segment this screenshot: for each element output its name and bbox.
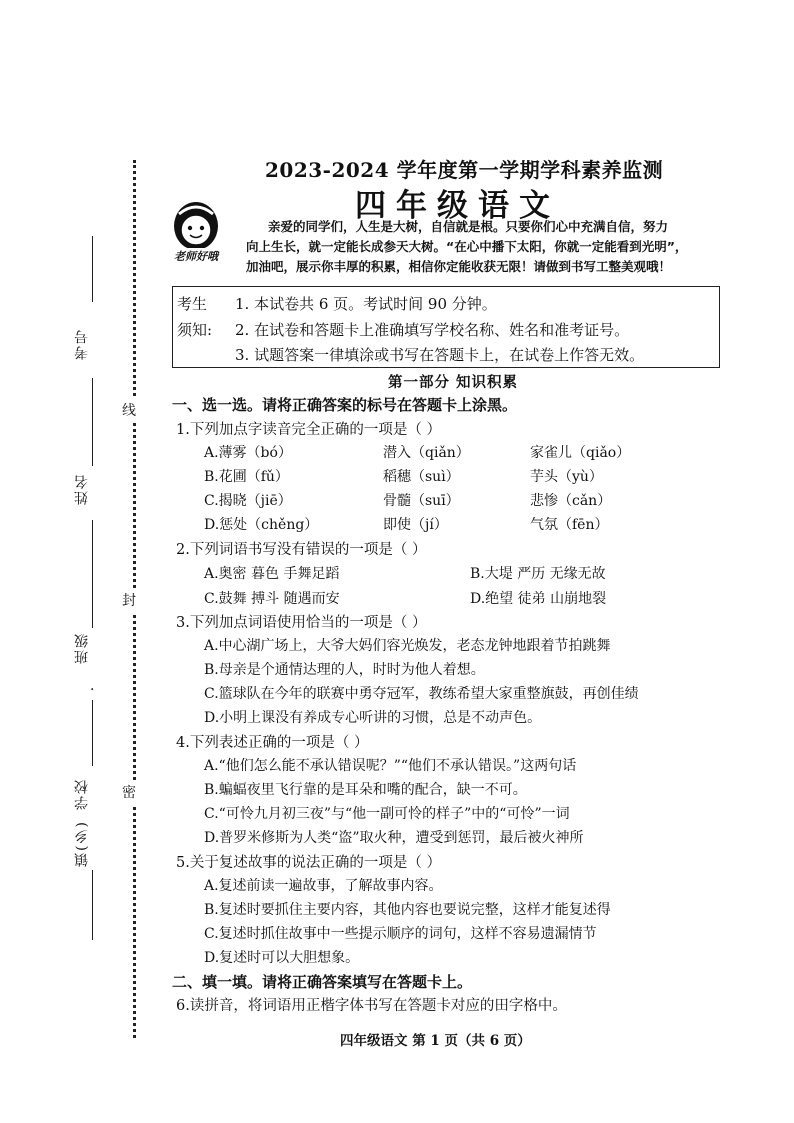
q3-a: A.中心湖广场上，大爷大妈们容光焕发，老态龙钟地跟着节拍跳舞 bbox=[204, 638, 611, 654]
q4-b: B.蝙蝠夜里飞行靠的是耳朵和嘴的配合，缺一不可。 bbox=[204, 782, 527, 798]
q1-c2: 骨髓（suī） bbox=[383, 493, 460, 509]
q2-stem: 2.下列词语书写没有错误的一项是（ ） bbox=[176, 542, 427, 558]
xingming-blank bbox=[92, 378, 93, 466]
xingming-label: 姓名 bbox=[74, 473, 90, 505]
q1-b3: 芋头（yù） bbox=[530, 469, 603, 485]
q5-c: C.复述时抓住故事中一些提示顺序的词句，这样不容易遗漏情节 bbox=[204, 926, 597, 942]
banji-label: 班级 bbox=[74, 632, 90, 664]
q1-c3: 悲惨（cǎn） bbox=[530, 493, 612, 509]
cut-secret-char: 密 bbox=[122, 780, 136, 804]
intro-line-3: 加油吧，展示你丰厚的积累，相信你定能收获无限！请做到书写工整美观哦！ bbox=[246, 259, 672, 274]
notice-item-2: 2. 在试卷和答题卡上准确填写学校名称、姓名和准考证号。 bbox=[235, 321, 630, 339]
q2-c: C.鼓舞 搏斗 随遇而安 bbox=[204, 591, 340, 607]
q1-d1: D.惩处（chěng） bbox=[204, 517, 319, 533]
exam-title: 2023-2024 学年度第一学期学科素养监测 bbox=[265, 158, 664, 182]
q5-stem: 5.关于复述故事的说法正确的一项是（ ） bbox=[176, 855, 441, 871]
q5-d: D.复述时可以大胆想象。 bbox=[204, 950, 360, 966]
q1-c1: C.揭晓（jiē） bbox=[204, 493, 292, 509]
q4-d: D.普罗米修斯为人类“盗”取火种，遭受到惩罚，最后被火神所 bbox=[204, 830, 584, 846]
kaohao-label: 考号 bbox=[74, 328, 90, 360]
q2-a: A.奥密 暮色 手舞足蹈 bbox=[204, 566, 340, 582]
q1-d2: 即使（jí） bbox=[383, 517, 448, 533]
section-2-heading: 二、填一填。请将正确答案填写在答题卡上。 bbox=[172, 973, 473, 991]
notice-label-1: 考生 bbox=[177, 295, 208, 313]
notice-label-2: 须知: bbox=[177, 321, 213, 339]
xuexiao-blank bbox=[92, 700, 93, 766]
q3-c: C.篮球队在今年的联赛中勇夺冠军，教练希望大家重整旗鼓，再创佳绩 bbox=[204, 686, 639, 702]
notice-item-1: 1. 本试卷共 6 页。考试时间 90 分钟。 bbox=[235, 295, 497, 313]
q2-b: B.大堤 严历 无缘无故 bbox=[470, 566, 606, 582]
banji-blank bbox=[92, 520, 93, 628]
q5-b: B.复述时要抓住主要内容，其他内容也要说完整，这样才能复述得 bbox=[204, 902, 611, 918]
q1-a1: A.薄雾（bó） bbox=[204, 445, 292, 461]
q3-b: B.母亲是个通情达理的人，时时为他人着想。 bbox=[204, 662, 485, 678]
mascot-girl-icon bbox=[165, 198, 227, 268]
q5-a: A.复述前读一遍故事，了解故事内容。 bbox=[204, 878, 443, 894]
right-edge-fade-2 bbox=[694, 875, 794, 955]
q1-a2: 潜入（qiǎn） bbox=[383, 445, 470, 461]
notice-item-3: 3. 试题答案一律填涂或书写在答题卡上，在试卷上作答无效。 bbox=[235, 346, 645, 364]
dot-mark: · bbox=[90, 682, 95, 698]
q3-stem: 3.下列加点词语使用恰当的一项是（ ） bbox=[176, 615, 427, 631]
zhenxiang-label: 镇(乡) bbox=[74, 820, 90, 867]
kaohao-blank bbox=[92, 236, 93, 302]
section-1-heading: 一、选一选。请将正确答案的标号在答题卡上涂黑。 bbox=[172, 396, 518, 414]
part-title: 第一部分 知识积累 bbox=[388, 374, 519, 391]
q1-d3: 气氛（fēn） bbox=[530, 517, 609, 533]
subject-title: 四年级语文 bbox=[355, 188, 560, 224]
right-edge-fade bbox=[694, 632, 794, 812]
q4-c: C.“可怜九月初三夜”与“他一副可怜的样子”中的“可怜”一词 bbox=[204, 806, 570, 822]
q6-stem: 6.读拼音，将词语用正楷字体书写在答题卡对应的田字格中。 bbox=[176, 998, 567, 1014]
exam-notice-box bbox=[172, 286, 720, 368]
page-footer: 四年级语文 第 1 页（共 6 页） bbox=[340, 1033, 531, 1049]
q2-d: D.绝望 徒弟 山崩地裂 bbox=[470, 591, 607, 607]
xuexiao-label: 学校 bbox=[74, 778, 90, 810]
q1-a3: 家雀儿（qiǎo） bbox=[530, 445, 631, 461]
zhenxiang-blank bbox=[92, 870, 93, 940]
q3-d: D.小明上课没有养成专心听讲的习惯，总是不动声色。 bbox=[204, 710, 542, 726]
q1-stem: 1.下列加点字读音完全正确的一项是（ ） bbox=[176, 422, 441, 438]
q4-a: A.“他们怎么能不承认错误呢？”“他们不承认错误。”这两句话 bbox=[204, 758, 577, 774]
intro-line-1: 亲爱的同学们，人生是大树，自信就是根。只要你们心中充满自信，努力 bbox=[268, 219, 669, 234]
q1-b1: B.花圃（fǔ） bbox=[204, 469, 289, 485]
mascot-text: 老师好哦 bbox=[174, 250, 218, 263]
cut-seal-char: 封 bbox=[122, 588, 136, 612]
intro-line-2: 向上生长，就一定能长成参天大树。“在心中播下太阳，你就一定能看到光明”， bbox=[246, 239, 688, 254]
q1-b2: 稻穗（suì） bbox=[383, 469, 460, 485]
q4-stem: 4.下列表述正确的一项是（ ） bbox=[176, 735, 369, 751]
cut-line-char: 线 bbox=[122, 398, 136, 422]
